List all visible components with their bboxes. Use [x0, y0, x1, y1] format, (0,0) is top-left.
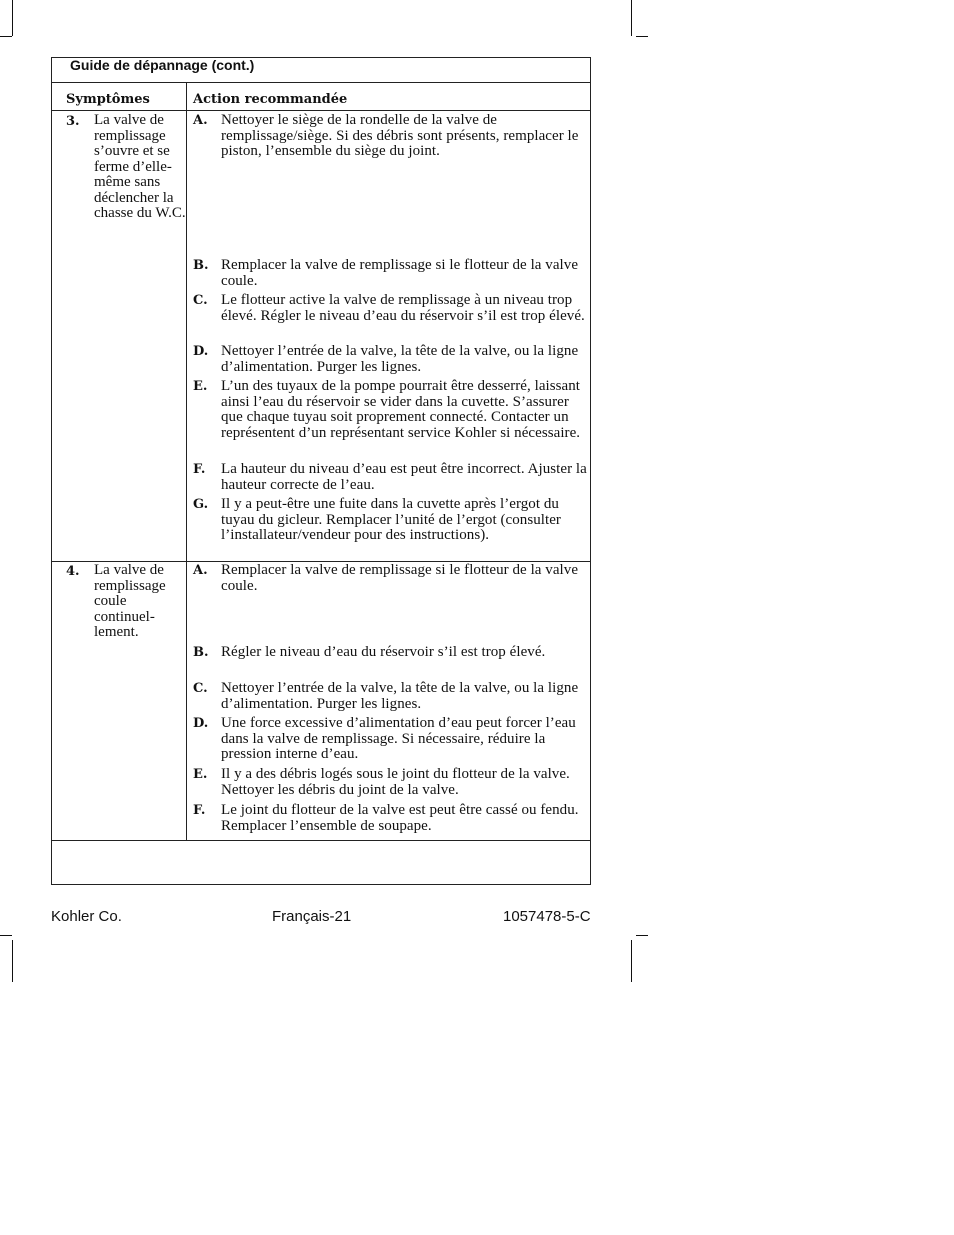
action-letter: B. — [193, 258, 209, 273]
symptom-number: 3. — [66, 114, 80, 129]
action-text: Le flotteur active la valve de remplissage à un niveau trop élevé. Régler le niveau d’eau du réservoir s’il est trop élevé. — [221, 292, 585, 324]
action-text: Remplacer la valve de remplissage si le flotteur de la valve coule. — [221, 562, 579, 594]
crop-mark — [636, 36, 648, 37]
crop-mark — [631, 940, 632, 982]
action-letter: B. — [193, 645, 209, 660]
action-letter: F. — [193, 803, 206, 818]
action-text: Remplacer la valve de remplissage si le flotteur de la valve coule. — [221, 257, 579, 289]
footer-page-number: Français-21 — [272, 908, 352, 925]
crop-mark — [631, 0, 632, 36]
action-text: Nettoyer le siège de la rondelle de la valve de remplissage/siège. Si des débris sont présents, remplacer le piston, l’ensemble du siège du joint. — [221, 112, 579, 159]
row-divider — [52, 840, 590, 841]
action-letter: G. — [193, 497, 209, 512]
action-text: Le joint du flotteur de la valve est peut être cassé ou fendu. Remplacer l’ensemble de soupape. — [221, 802, 579, 834]
crop-mark — [0, 935, 12, 936]
action-text: Nettoyer l’entrée de la valve, la tête de la valve, ou la ligne d’alimentation. Purger les lignes. — [221, 343, 579, 375]
action-letter: E. — [193, 767, 208, 782]
footer-doc-number: 1057478-5-C — [503, 908, 591, 925]
action-letter: A. — [193, 563, 208, 578]
action-letter: A. — [193, 113, 208, 128]
action-text: Une force excessive d’alimentation d’eau peut forcer l’eau dans la valve de remplissage. Si nécessaire, réduire la pression interne d’eau. — [221, 715, 576, 762]
action-text: L’un des tuyaux de la pompe pourrait être desserré, laissant ainsi l’eau du réservoir se vider dans la cuvette. S’assurer que chaque tuyau soit proprement connecté. Contacter un représentent d’un représentant service Kohler si nécessaire. — [221, 378, 581, 441]
action-column-header: Action recommandée — [193, 92, 348, 107]
crop-mark — [12, 0, 13, 36]
symptom-number: 4. — [66, 564, 80, 579]
action-text: La hauteur du niveau d’eau est peut être incorrect. Ajuster la hauteur correcte de l’eau. — [221, 461, 587, 493]
action-letter: E. — [193, 379, 208, 394]
action-text: Régler le niveau d’eau du réservoir s’il est trop élevé. — [221, 644, 546, 660]
symptoms-column-header: Symptômes — [66, 92, 150, 107]
action-letter: D. — [193, 344, 209, 359]
action-text: Il y a peut-être une fuite dans la cuvette après l’ergot du tuyau du gicleur. Remplacer l’unité de l’ergot (consulter l’installateur/vendeur pour des instructions). — [221, 496, 561, 543]
symptom-text: La valve de remplissage coule continuel-lement. — [94, 562, 166, 640]
action-text: Nettoyer l’entrée de la valve, la tête de la valve, ou la ligne d’alimentation. Purger les lignes. — [221, 680, 579, 712]
action-text: Il y a des débris logés sous le joint du flotteur de la valve. Nettoyer les débris du joint de la valve. — [221, 766, 570, 798]
action-letter: F. — [193, 462, 206, 477]
crop-mark — [12, 940, 13, 982]
crop-mark — [636, 935, 648, 936]
section-title: Guide de dépannage (cont.) — [70, 57, 255, 73]
section-title-bar — [52, 58, 590, 83]
crop-mark — [0, 36, 12, 37]
symptom-text: La valve de remplissage s’ouvre et se ferme d’elle-même sans déclencher la chasse du W.C. — [94, 112, 186, 221]
footer-company: Kohler Co. — [51, 908, 122, 925]
action-letter: C. — [193, 681, 208, 696]
column-divider — [186, 82, 187, 840]
troubleshooting-table — [51, 57, 591, 885]
action-letter: C. — [193, 293, 208, 308]
header-divider — [52, 110, 590, 111]
action-letter: D. — [193, 716, 209, 731]
